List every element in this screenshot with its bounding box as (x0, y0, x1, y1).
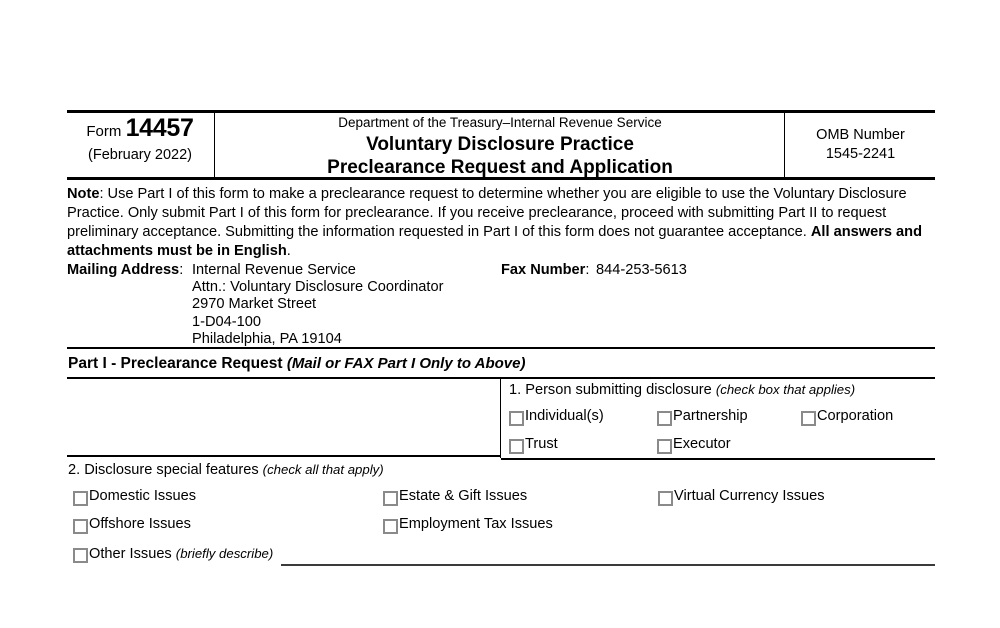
form-title-line1: Voluntary Disclosure Practice (366, 134, 634, 156)
other-issues-instruction: (briefly describe) (175, 546, 274, 561)
omb-block (786, 126, 935, 164)
fax-number-value: 844-253-5613 (596, 262, 687, 278)
checkbox-option-individuals[interactable] (509, 408, 604, 426)
question1-left-cell-bottom-rule (67, 455, 501, 457)
checkbox-icon[interactable] (658, 491, 673, 506)
checkbox-option-other-issues[interactable] (73, 545, 273, 563)
note-paragraph (67, 185, 939, 261)
note-colon: : (99, 186, 108, 202)
checkbox-option-corporation[interactable] (801, 408, 893, 426)
checkbox-option-executor[interactable] (657, 436, 731, 454)
checkbox-icon[interactable] (73, 519, 88, 534)
question1-text: 1. Person submitting disclosure (509, 382, 716, 398)
part1-top-rule (67, 347, 935, 349)
checkbox-option-offshore-issues[interactable] (73, 516, 191, 534)
checkbox-label: Individual(s) (525, 408, 604, 424)
agency-name: Department of the Treasury–Internal Revenue Service (338, 115, 662, 130)
form-number: 14457 (125, 114, 194, 142)
question1-right-cell-bottom-rule (501, 458, 935, 460)
question2-label (68, 462, 384, 478)
mailing-address-colon: : (179, 262, 184, 278)
fax-colon: : (585, 262, 590, 278)
question2-text: 2. Disclosure special features (68, 462, 263, 478)
checkbox-option-estate-gift-issues[interactable] (383, 488, 527, 506)
checkbox-option-domestic-issues[interactable] (73, 488, 196, 506)
form-title-block (216, 115, 784, 180)
checkbox-option-employment-tax-issues[interactable] (383, 516, 553, 534)
other-issues-label-text: Other Issues (89, 546, 172, 562)
form-word-label: Form (86, 123, 122, 140)
checkbox-label: Partnership (673, 408, 748, 424)
omb-number: 1545-2241 (825, 145, 896, 162)
address-line: 2970 Market Street (192, 296, 317, 313)
note-emphasis: All answers and attachments must be in English (67, 224, 923, 259)
question1-cell-divider (500, 378, 501, 458)
part1-heading-text: Part I - Preclearance Request (68, 355, 287, 372)
header-divider-left (214, 110, 215, 180)
checkbox-label: Executor (673, 436, 731, 452)
checkbox-label: Estate & Gift Issues (399, 488, 528, 504)
checkbox-label: Domestic Issues (89, 488, 197, 504)
checkbox-label: Offshore Issues (89, 516, 191, 532)
checkbox-icon[interactable] (509, 439, 524, 454)
checkbox-icon[interactable] (383, 491, 398, 506)
checkbox-label: Corporation (817, 408, 894, 424)
address-line: Internal Revenue Service (192, 262, 356, 278)
checkbox-label: Employment Tax Issues (399, 516, 553, 532)
question2-instruction: (check all that apply) (262, 462, 384, 477)
fax-number-label (501, 262, 589, 278)
part1-heading-instruction: (Mail or FAX Part I Only to Above) (286, 355, 526, 372)
part1-bottom-rule (67, 377, 935, 379)
checkbox-icon[interactable] (801, 411, 816, 426)
checkbox-icon[interactable] (657, 439, 672, 454)
mailing-address-lines (192, 262, 443, 348)
omb-label: OMB Number (816, 127, 905, 143)
form-identifier-block (67, 114, 213, 163)
checkbox-icon[interactable] (383, 519, 398, 534)
checkbox-option-trust[interactable] (509, 436, 558, 454)
header-top-rule (67, 110, 935, 113)
fax-label-text: Fax Number (501, 262, 586, 278)
form-revision-date: (February 2022) (88, 146, 192, 163)
checkbox-option-virtual-currency-issues[interactable] (658, 488, 825, 506)
checkbox-label: Trust (525, 436, 558, 452)
checkbox-icon[interactable] (73, 491, 88, 506)
note-label: Note (67, 186, 100, 202)
form-title-line2: Preclearance Request and Application (327, 157, 673, 179)
checkbox-option-partnership[interactable] (657, 408, 748, 426)
checkbox-icon[interactable] (509, 411, 524, 426)
mailing-address-label (67, 262, 183, 278)
mailing-address-label-text: Mailing Address (67, 262, 180, 278)
note-period: . (286, 243, 291, 259)
part1-heading (68, 355, 525, 373)
checkbox-label (89, 545, 273, 563)
checkbox-icon[interactable] (657, 411, 672, 426)
address-line: Philadelphia, PA 19104 (192, 330, 342, 347)
checkbox-label: Virtual Currency Issues (674, 488, 825, 504)
other-issues-input-line[interactable] (281, 564, 935, 566)
address-line: Attn.: Voluntary Disclosure Coordinator (192, 279, 444, 296)
note-body: Use Part I of this form to make a preclearance request to determine whether you are eligible to use the Voluntary Disclosure Practice. Only submit Part I of this form for preclearance. If you receive preclearance, proceed with submitting Part II to request preliminary acceptance. Submitting the information requested in Part I of this form does not guarantee acceptance. (67, 186, 907, 240)
question1-instruction: (check box that applies) (715, 382, 856, 397)
address-line: 1-D04-100 (192, 313, 261, 330)
form-number-line (67, 114, 213, 143)
header-divider-right (784, 110, 785, 180)
question1-label (509, 382, 855, 398)
checkbox-icon[interactable] (73, 548, 88, 563)
